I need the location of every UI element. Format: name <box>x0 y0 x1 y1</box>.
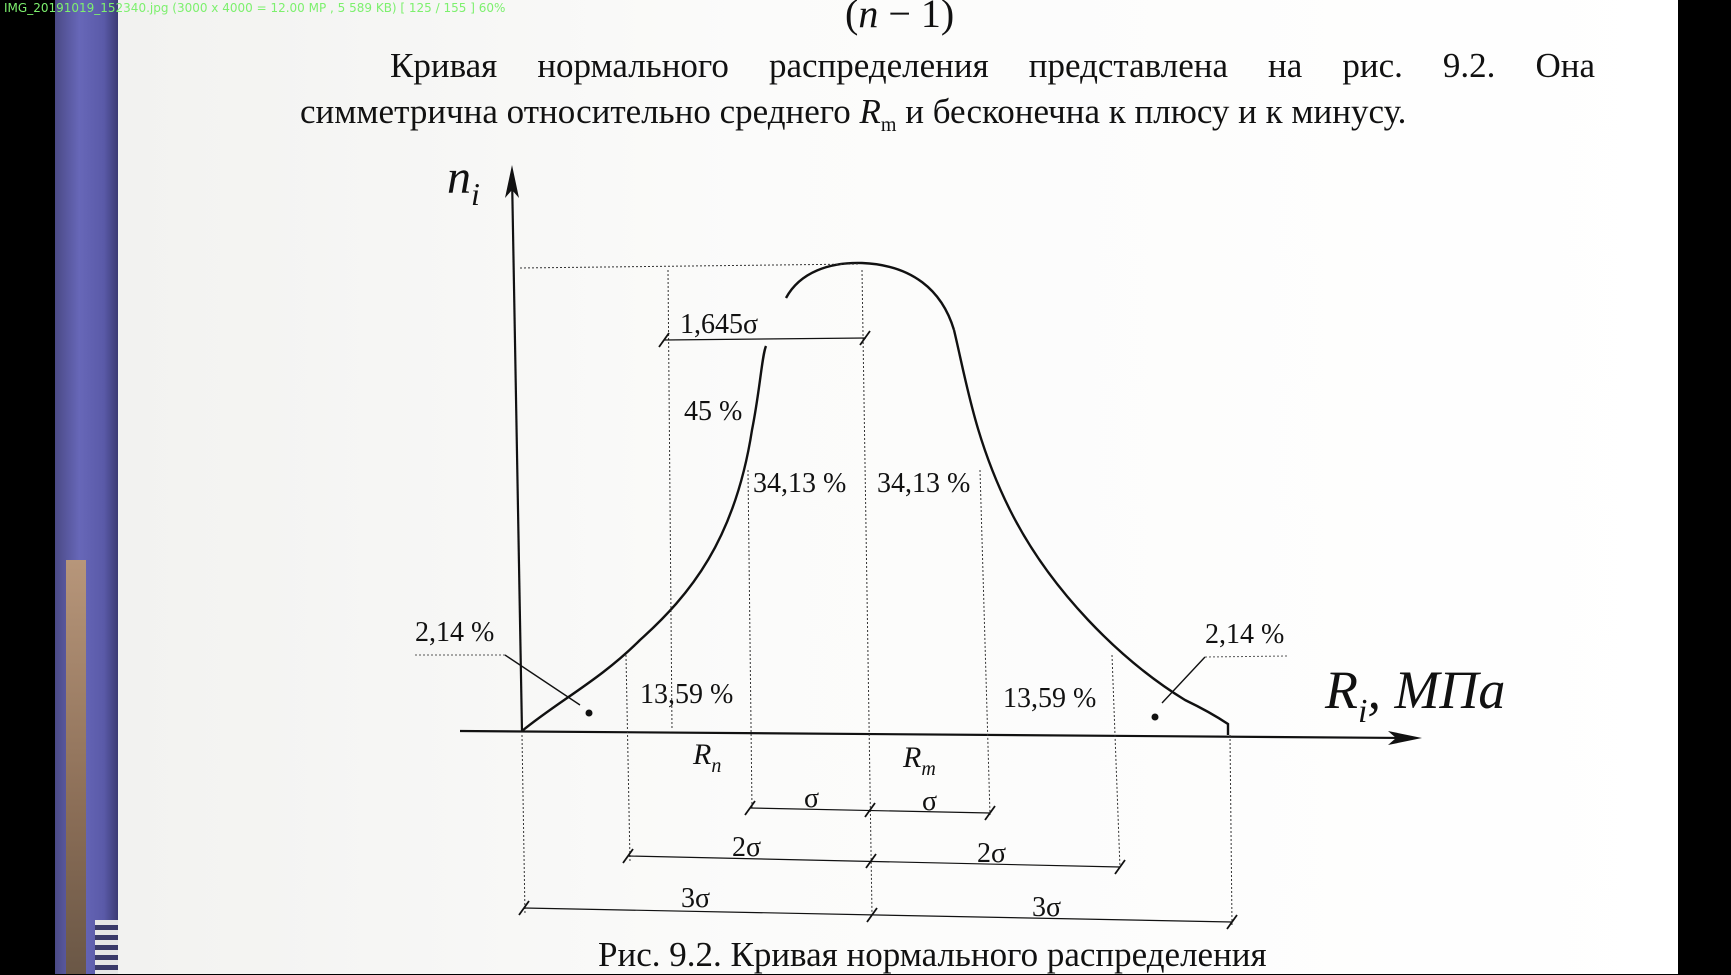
paragraph-line-2-end: и бесконечна к плюсу и к минусу. <box>896 92 1407 131</box>
label-three-sigma-left: 3σ <box>681 883 711 914</box>
label-pct-3413-left: 34,13 % <box>753 468 847 499</box>
guide-minus-sigma <box>748 470 752 810</box>
figure-caption: Рис. 9.2. Кривая нормального распределения <box>598 935 1267 974</box>
guide-plus-three-sigma <box>1230 735 1232 925</box>
label-two-sigma-right: 2σ <box>977 838 1007 869</box>
label-rm <box>902 741 936 780</box>
label-sigma-left: σ <box>804 783 820 814</box>
distribution-curve-right <box>954 330 1228 735</box>
x-axis-label <box>1324 660 1505 730</box>
paragraph-symbol-rm: R <box>859 92 881 131</box>
dim-three-sigma-line <box>524 908 1232 922</box>
guide-lines <box>522 270 1232 925</box>
label-pct-3413-right: 34,13 % <box>877 468 971 499</box>
leader-214-right <box>1162 657 1205 703</box>
max-level-line <box>520 264 860 268</box>
formula-variable: n <box>858 0 879 36</box>
viewer-title-bar: IMG_20191019_152340.jpg (3000 x 4000 = 12.00 MP , 5 589 KB) [ 125 / 155 ] 60% <box>4 1 506 15</box>
y-axis-label-sub: i <box>471 176 480 212</box>
guide-1645 <box>668 270 672 730</box>
guide-minus-three-sigma <box>522 735 525 915</box>
formula-open: ( <box>845 0 859 36</box>
guide-plus-two-sigma <box>1112 655 1120 868</box>
guide-mean <box>862 270 872 915</box>
label-sigma-right: σ <box>922 786 938 817</box>
x-axis-label-sub: i <box>1358 693 1368 730</box>
leader-214-right-h <box>1205 656 1288 657</box>
label-two-sigma-left: 2σ <box>732 832 762 863</box>
label-rm-main: R <box>903 741 922 774</box>
label-rn-main: R <box>693 738 712 771</box>
label-pct-214-left: 2,14 % <box>415 617 495 648</box>
label-rn-sub: n <box>711 755 722 777</box>
paragraph-line-2-start: симметрична относительно среднего <box>300 92 860 131</box>
label-1645-sigma: 1,645σ <box>680 309 759 340</box>
label-pct-214-right: 2,14 % <box>1205 619 1285 650</box>
paragraph-symbol-rm-sub: m <box>880 114 897 136</box>
y-axis-label <box>447 151 480 212</box>
guide-minus-two-sigma <box>626 655 630 862</box>
x-axis-label-main: R <box>1325 660 1358 720</box>
sigma-dimension-lines <box>524 808 1232 922</box>
x-axis <box>460 731 1405 738</box>
label-rm-sub: m <box>921 758 936 780</box>
x-axis-label-unit: , МПа <box>1367 660 1506 720</box>
distribution-curve-top <box>786 263 954 330</box>
label-pct-45: 45 % <box>684 396 743 427</box>
label-pct-1359-right: 13,59 % <box>1003 683 1097 714</box>
point-214-right <box>1152 714 1159 721</box>
guide-plus-sigma <box>980 470 990 815</box>
y-axis-label-main: n <box>447 151 471 204</box>
paragraph-line-1: Кривая нормального распределения представлена на рис. 9.2. Она <box>390 46 1595 85</box>
point-214-left <box>586 710 593 717</box>
leader-214-left <box>505 655 580 705</box>
label-pct-1359-left: 13,59 % <box>640 679 734 710</box>
label-three-sigma-right: 3σ <box>1032 892 1062 923</box>
y-axis <box>512 175 522 732</box>
formula-rest: − 1) <box>878 0 955 36</box>
label-rn <box>692 738 721 777</box>
